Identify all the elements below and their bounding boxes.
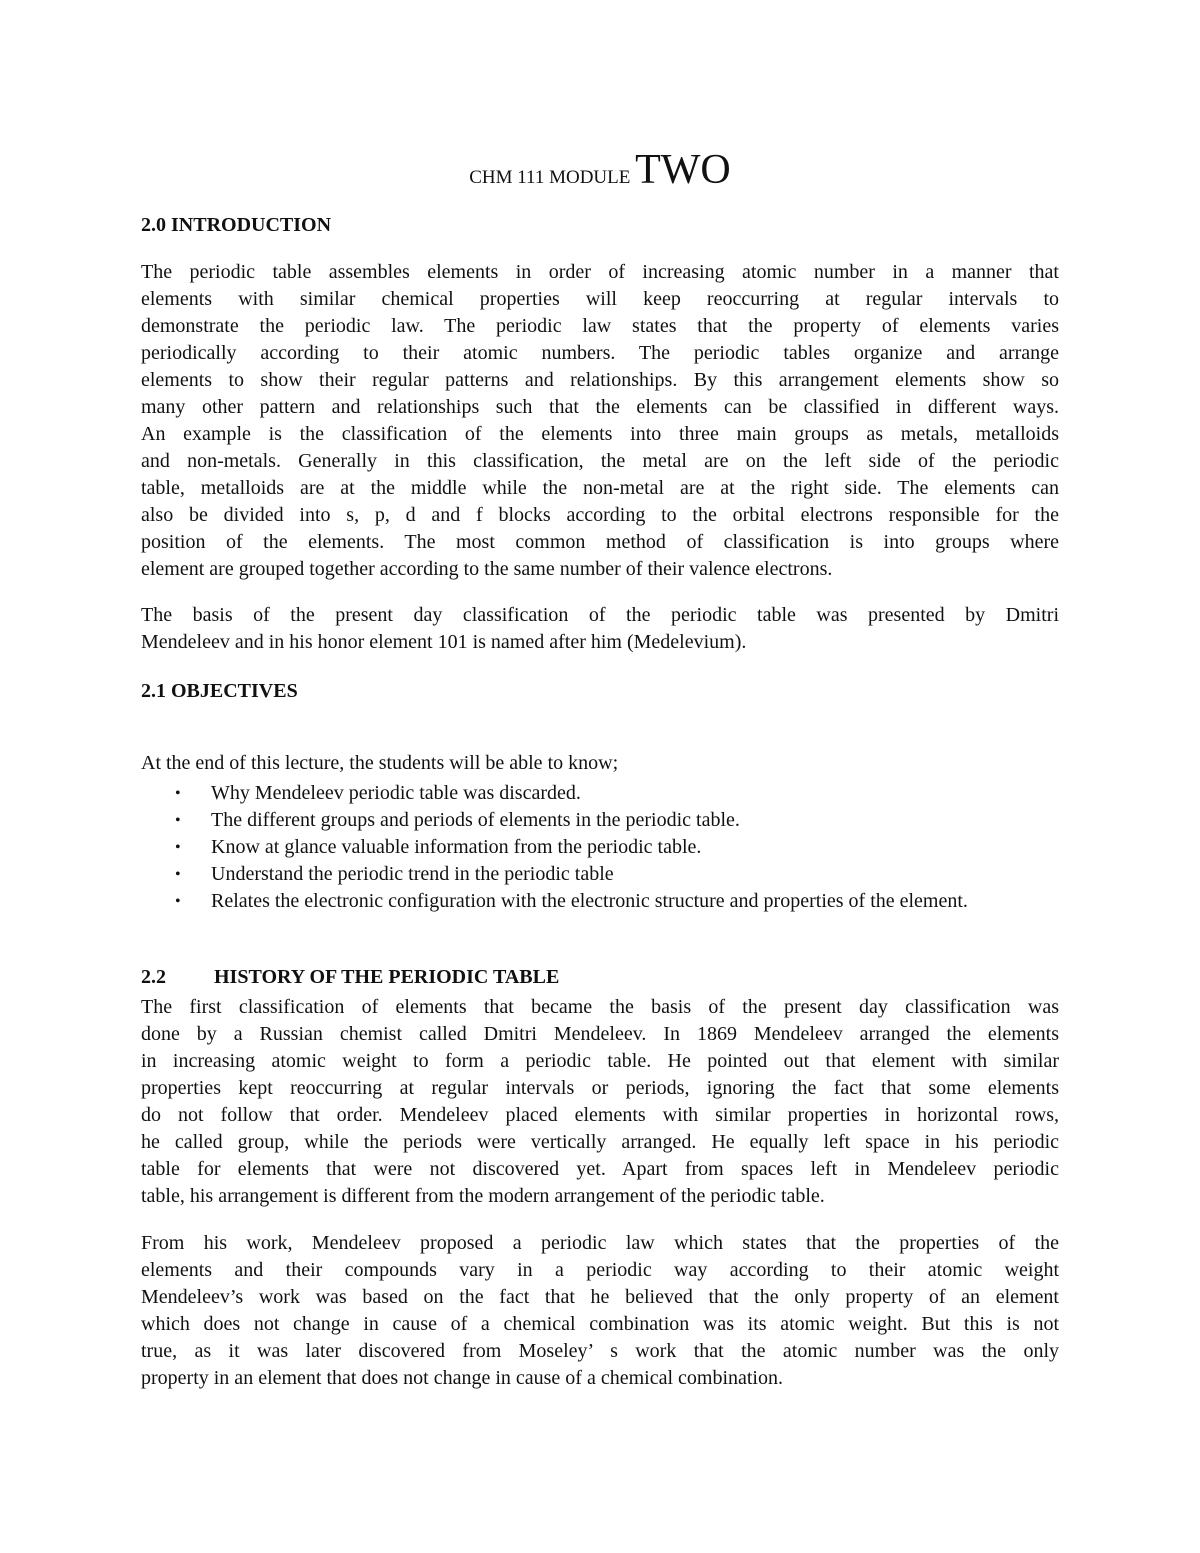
list-item <box>141 780 1059 807</box>
module-title <box>141 147 1059 198</box>
objectives-lead: At the end of this lecture, the students will be able to know; <box>141 752 619 774</box>
objective-text: Why Mendeleev periodic table was discarded. <box>211 782 581 804</box>
bullet-icon: • <box>175 785 181 802</box>
intro-p1-line: demonstrate the periodic law. The periodic law states that the property of elements varies <box>141 315 1059 337</box>
list-item <box>141 888 1059 915</box>
history-p1-line: in increasing atomic weight to form a periodic table. He pointed out that element with similar <box>141 1050 1059 1072</box>
intro-p1-line: table, metalloids are at the middle while the non-metal are at the right side. The elements can <box>141 477 1059 499</box>
bullet-icon: • <box>175 893 181 910</box>
history-p1-line: done by a Russian chemist called Dmitri Mendeleev. In 1869 Mendeleev arranged the elements <box>141 1023 1059 1045</box>
objective-text: The different groups and periods of elements in the periodic table. <box>211 809 740 831</box>
list-item <box>141 834 1059 861</box>
history-p1-line: table for elements that were not discovered yet. Apart from spaces left in Mendeleev periodic <box>141 1158 1059 1180</box>
history-p1-line: table, his arrangement is different from the modern arrangement of the periodic table. <box>141 1185 825 1207</box>
history-p1-line: properties kept reoccurring at regular intervals or periods, ignoring the fact that some elements <box>141 1077 1059 1099</box>
intro-p1-line: also be divided into s, p, d and f blocks according to the orbital electrons responsible for the <box>141 504 1059 526</box>
history-paragraph-1 <box>141 994 1059 1210</box>
objectives-list <box>141 780 1059 915</box>
history-p2-line: elements and their compounds vary in a periodic way according to their atomic weight <box>141 1259 1059 1281</box>
history-heading-text: HISTORY OF THE PERIODIC TABLE <box>214 966 560 988</box>
objective-text: Understand the periodic trend in the periodic table <box>211 863 614 885</box>
history-paragraph-2 <box>141 1230 1059 1392</box>
history-p1-line: he called group, while the periods were vertically arranged. He equally left space in his periodic <box>141 1131 1059 1153</box>
objective-text: Relates the electronic configuration with the electronic structure and properties of the element. <box>211 890 968 912</box>
intro-p1-line: elements with similar chemical properties will keep reoccurring at regular intervals to <box>141 288 1059 310</box>
bullet-icon: • <box>175 839 181 856</box>
intro-paragraph-1 <box>141 259 1059 583</box>
intro-p2-line: Mendeleev and in his honor element 101 is named after him (Medelevium). <box>141 631 747 653</box>
history-p2-line: true, as it was later discovered from Moseley’ s work that the atomic number was the only <box>141 1340 1059 1362</box>
intro-p1-line: many other pattern and relationships such that the elements can be classified in different ways. <box>141 396 1059 418</box>
intro-p1-line: and non-metals. Generally in this classification, the metal are on the left side of the periodic <box>141 450 1059 472</box>
intro-p1-line: elements to show their regular patterns and relationships. By this arrangement elements show so <box>141 369 1059 391</box>
objectives-heading: 2.1 OBJECTIVES <box>141 680 298 702</box>
intro-p1-line: periodically according to their atomic numbers. The periodic tables organize and arrange <box>141 342 1059 364</box>
history-p2-line: From his work, Mendeleev proposed a periodic law which states that the properties of the <box>141 1232 1059 1254</box>
module-title-prefix: CHM 111 MODULE <box>469 167 631 188</box>
bullet-icon: • <box>175 812 181 829</box>
list-item <box>141 861 1059 888</box>
history-p2-line: property in an element that does not change in cause of a chemical combination. <box>141 1367 783 1389</box>
intro-heading: 2.0 INTRODUCTION <box>141 214 332 236</box>
history-heading-number: 2.2 <box>141 966 166 988</box>
history-p1-line: The first classification of elements that became the basis of the present day classification was <box>141 996 1059 1018</box>
list-item <box>141 807 1059 834</box>
history-p1-line: do not follow that order. Mendeleev placed elements with similar properties in horizontal rows, <box>141 1104 1059 1126</box>
history-heading <box>141 964 559 990</box>
objective-text: Know at glance valuable information from the periodic table. <box>211 836 702 858</box>
intro-p1-line: An example is the classification of the elements into three main groups as metals, metalloids <box>141 423 1059 445</box>
history-p2-line: Mendeleev’s work was based on the fact that he believed that the only property of an element <box>141 1286 1059 1308</box>
bullet-icon: • <box>175 866 181 883</box>
intro-p1-line: The periodic table assembles elements in order of increasing atomic number in a manner that <box>141 261 1059 283</box>
intro-paragraph-2 <box>141 602 1059 656</box>
history-p2-line: which does not change in cause of a chemical combination was its atomic weight. But this is not <box>141 1313 1059 1335</box>
intro-p1-line: element are grouped together according to the same number of their valence electrons. <box>141 558 833 580</box>
intro-p2-line: The basis of the present day classification of the periodic table was presented by Dmitri <box>141 604 1059 626</box>
module-title-suffix: TWO <box>635 147 731 193</box>
intro-p1-line: position of the elements. The most common method of classification is into groups where <box>141 531 1059 553</box>
